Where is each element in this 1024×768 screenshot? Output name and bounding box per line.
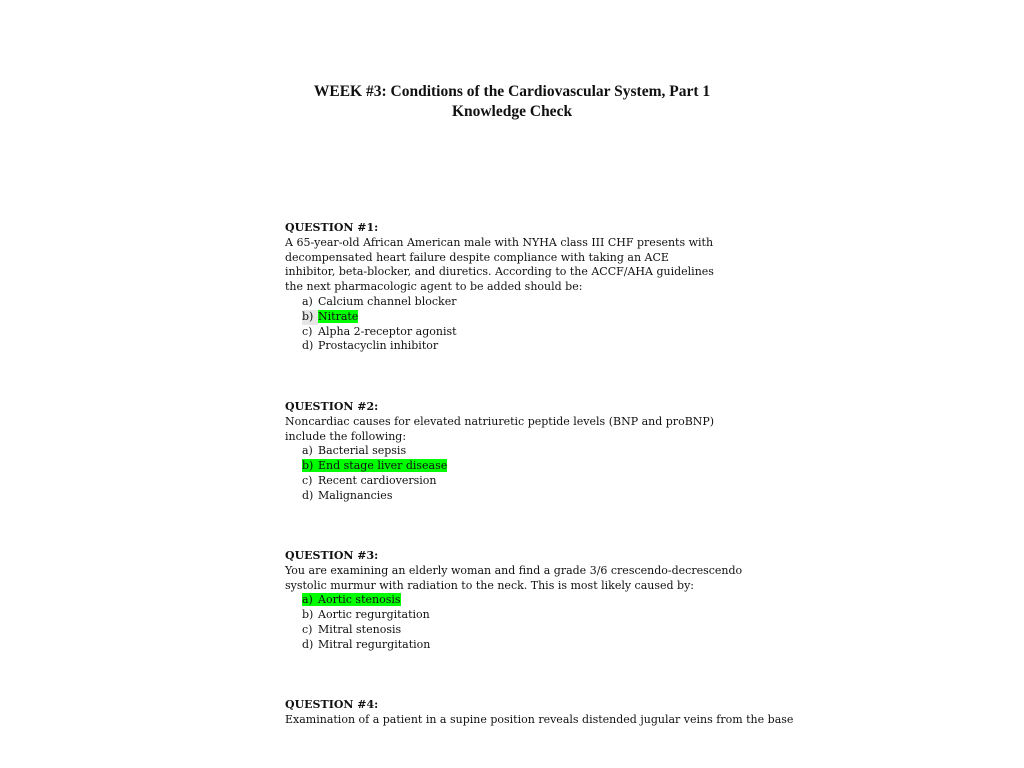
- option-text: Aortic stenosis: [318, 593, 401, 607]
- option-letter: b): [302, 310, 318, 325]
- question-heading: QUESTION #1:: [285, 221, 379, 234]
- option-text: Bacterial sepsis: [318, 444, 407, 458]
- option-letter: c): [302, 473, 313, 487]
- option-letter: d): [302, 488, 314, 502]
- question-heading: QUESTION #4:: [285, 698, 379, 711]
- title-line-1: WEEK #3: Conditions of the Cardiovascular System, Part 1: [313, 83, 711, 100]
- option-text: Recent cardioversion: [318, 473, 437, 487]
- answer-option-d: [302, 489, 745, 504]
- answer-option-d: [302, 638, 745, 653]
- question-text: A 65-year-old African American male with NYHA class III CHF presents with decompensated heart failure despite compliance with taking an ACE inhibitor, beta-blocker, and diuretics. According to the ACCF/AHA guidelines the next pharmacologic agent to be added should be:: [285, 235, 714, 294]
- question-text: You are examining an elderly woman and find a grade 3/6 crescendo-decrescendo systolic murmur with radiation to the neck. This is most likely caused by:: [285, 563, 743, 592]
- answer-option-c: [302, 325, 745, 340]
- option-letter: a): [302, 444, 313, 458]
- title-line-2: Knowledge Check: [451, 103, 573, 120]
- answer-option-a: [302, 295, 745, 310]
- option-text: Mitral stenosis: [318, 622, 402, 636]
- option-text: Calcium channel blocker: [318, 294, 457, 308]
- question-3: [285, 549, 745, 653]
- option-letter: d): [302, 637, 314, 651]
- answer-option-b-highlighted: [302, 310, 745, 325]
- question-4: [285, 698, 794, 728]
- question-text: Examination of a patient in a supine position reveals distended jugular veins from the base: [285, 712, 794, 726]
- option-text: Mitral regurgitation: [318, 637, 431, 651]
- answer-option-c: [302, 623, 745, 638]
- highlight-mark: [302, 459, 447, 472]
- question-1: [285, 221, 745, 354]
- option-text: Nitrate: [318, 309, 359, 323]
- option-letter: b): [302, 459, 314, 473]
- answer-options: [285, 444, 745, 503]
- option-letter: d): [302, 339, 314, 353]
- page-title: [0, 82, 1024, 122]
- option-text: End stage liver disease: [318, 459, 448, 473]
- answer-options: [285, 593, 745, 652]
- answer-option-a-highlighted: [302, 593, 745, 608]
- answer-option-c: [302, 474, 745, 489]
- question-text: Noncardiac causes for elevated natriuretic peptide levels (BNP and proBNP) include the following:: [285, 414, 715, 443]
- answer-options: [285, 295, 745, 354]
- option-text: Alpha 2-receptor agonist: [318, 324, 457, 338]
- option-letter: b): [302, 608, 314, 622]
- question-2: [285, 400, 745, 504]
- answer-option-a: [302, 444, 745, 459]
- answer-option-b: [302, 608, 745, 623]
- option-text: Prostacyclin inhibitor: [318, 339, 439, 353]
- question-heading: QUESTION #2:: [285, 400, 379, 413]
- answer-option-d: [302, 339, 745, 354]
- option-letter: a): [302, 593, 313, 607]
- option-letter: a): [302, 294, 313, 308]
- option-text: Aortic regurgitation: [318, 608, 430, 622]
- question-heading: QUESTION #3:: [285, 549, 379, 562]
- option-text: Malignancies: [318, 488, 393, 502]
- option-letter: c): [302, 324, 313, 338]
- option-letter: c): [302, 622, 313, 636]
- highlight-mark: [302, 593, 401, 606]
- answer-option-b-highlighted: [302, 459, 745, 474]
